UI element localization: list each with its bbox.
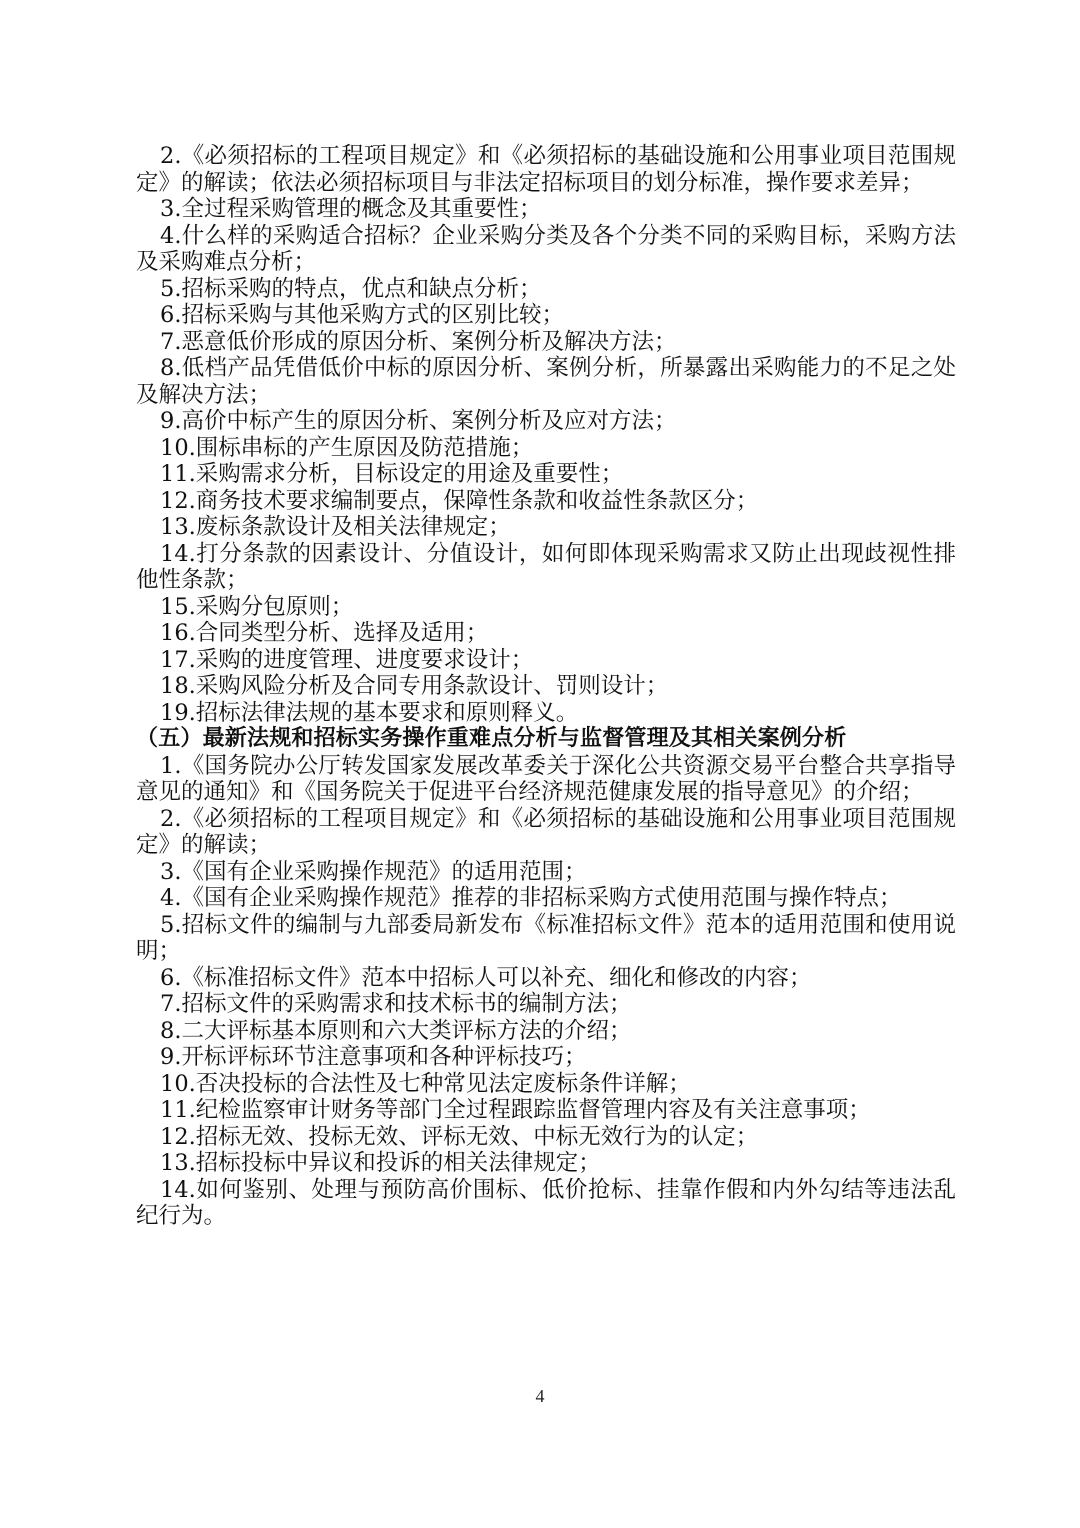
list-item: 2.《必须招标的工程项目规定》和《必须招标的基础设施和公用事业项目范围规定》的解读；依法必须招标项目与非法定招标项目的划分标准，操作要求差异； [136,143,956,196]
list-item: 12.招标无效、投标无效、评标无效、中标无效行为的认定； [160,1123,759,1150]
list-item: 3.全过程采购管理的概念及其重要性； [160,196,542,222]
list-item: 11.采购需求分析，目标设定的用途及重要性； [160,461,624,487]
list-item: 10.否决投标的合法性及七种常见法定废标条件详解； [160,1070,691,1097]
list-item: 8.二大评标基本原则和六大类评标方法的介绍； [160,1017,632,1044]
section-heading: （五）最新法规和招标实务操作重难点分析与监督管理及其相关案例分析 [136,726,847,751]
item-list-part1 [136,143,956,726]
list-item: 14.打分条款的因素设计、分值设计，如何即体现采购需求又防止出现歧视性排他性条款； [136,540,956,593]
list-item: 3.《国有企业采购操作规范》的适用范围； [160,858,587,885]
list-item: 11.纪检监察审计财务等部门全过程跟踪监督管理内容及有关注意事项； [160,1097,871,1123]
list-item: 1.《国务院办公厅转发国家发展改革委关于深化公共资源交易平台整合共享指导意见的通知》和《国务院关于促进平台经济规范健康发展的指导意见》的介绍； [136,752,956,805]
list-item: 19.招标法律法规的基本要求和原则释义。 [160,699,579,726]
item-list-part2 [136,753,956,1230]
list-item: 8.低档产品凭借低价中标的原因分析、案例分析，所暴露出采购能力的不足之处及解决方法； [136,355,956,408]
list-item: 2.《必须招标的工程项目规定》和《必须招标的基础设施和公用事业项目范围规定》的解读； [136,805,956,858]
list-item: 12.商务技术要求编制要点，保障性条款和收益性条款区分； [160,487,759,514]
list-item: 14.如何鉴别、处理与预防高价围标、低价抢标、挂靠作假和内外勾结等违法乱纪行为。 [136,1176,956,1229]
list-item: 7.招标文件的采购需求和技术标书的编制方法； [160,991,632,1017]
list-item: 9.高价中标产生的原因分析、案例分析及应对方法； [160,408,677,434]
list-item: 7.恶意低价形成的原因分析、案例分析及解决方法； [160,328,677,355]
list-item: 5.招标采购的特点，优点和缺点分析； [160,275,542,302]
list-item: 18.采购风险分析及合同专用条款设计、罚则设计； [160,673,669,699]
list-item: 6.《标准招标文件》范本中招标人可以补充、细化和修改的内容； [160,964,812,991]
list-item: 17.采购的进度管理、进度要求设计； [160,646,534,673]
list-item: 4.什么样的采购适合招标？企业采购分类及各个分类不同的采购目标，采购方法及采购难点分析； [136,222,956,275]
page-number: 4 [535,1386,545,1406]
list-item: 16.合同类型分析、选择及适用； [160,620,489,646]
list-item: 6.招标采购与其他采购方式的区别比较； [160,302,564,328]
list-item: 4.《国有企业采购操作规范》推荐的非招标采购方式使用范围与操作特点； [160,885,902,911]
list-item: 15.采购分包原则； [160,593,354,620]
list-item: 5.招标文件的编制与九部委局新发布《标准招标文件》范本的适用范围和使用说明； [136,911,956,964]
list-item: 10.围标串标的产生原因及防范措施； [160,434,534,461]
list-item: 13.招标投标中异议和投诉的相关法律规定； [160,1150,601,1176]
document-body [136,143,956,1230]
list-item: 9.开标评标环节注意事项和各种评标技巧； [160,1044,587,1070]
list-item: 13.废标条款设计及相关法律规定； [160,514,511,540]
